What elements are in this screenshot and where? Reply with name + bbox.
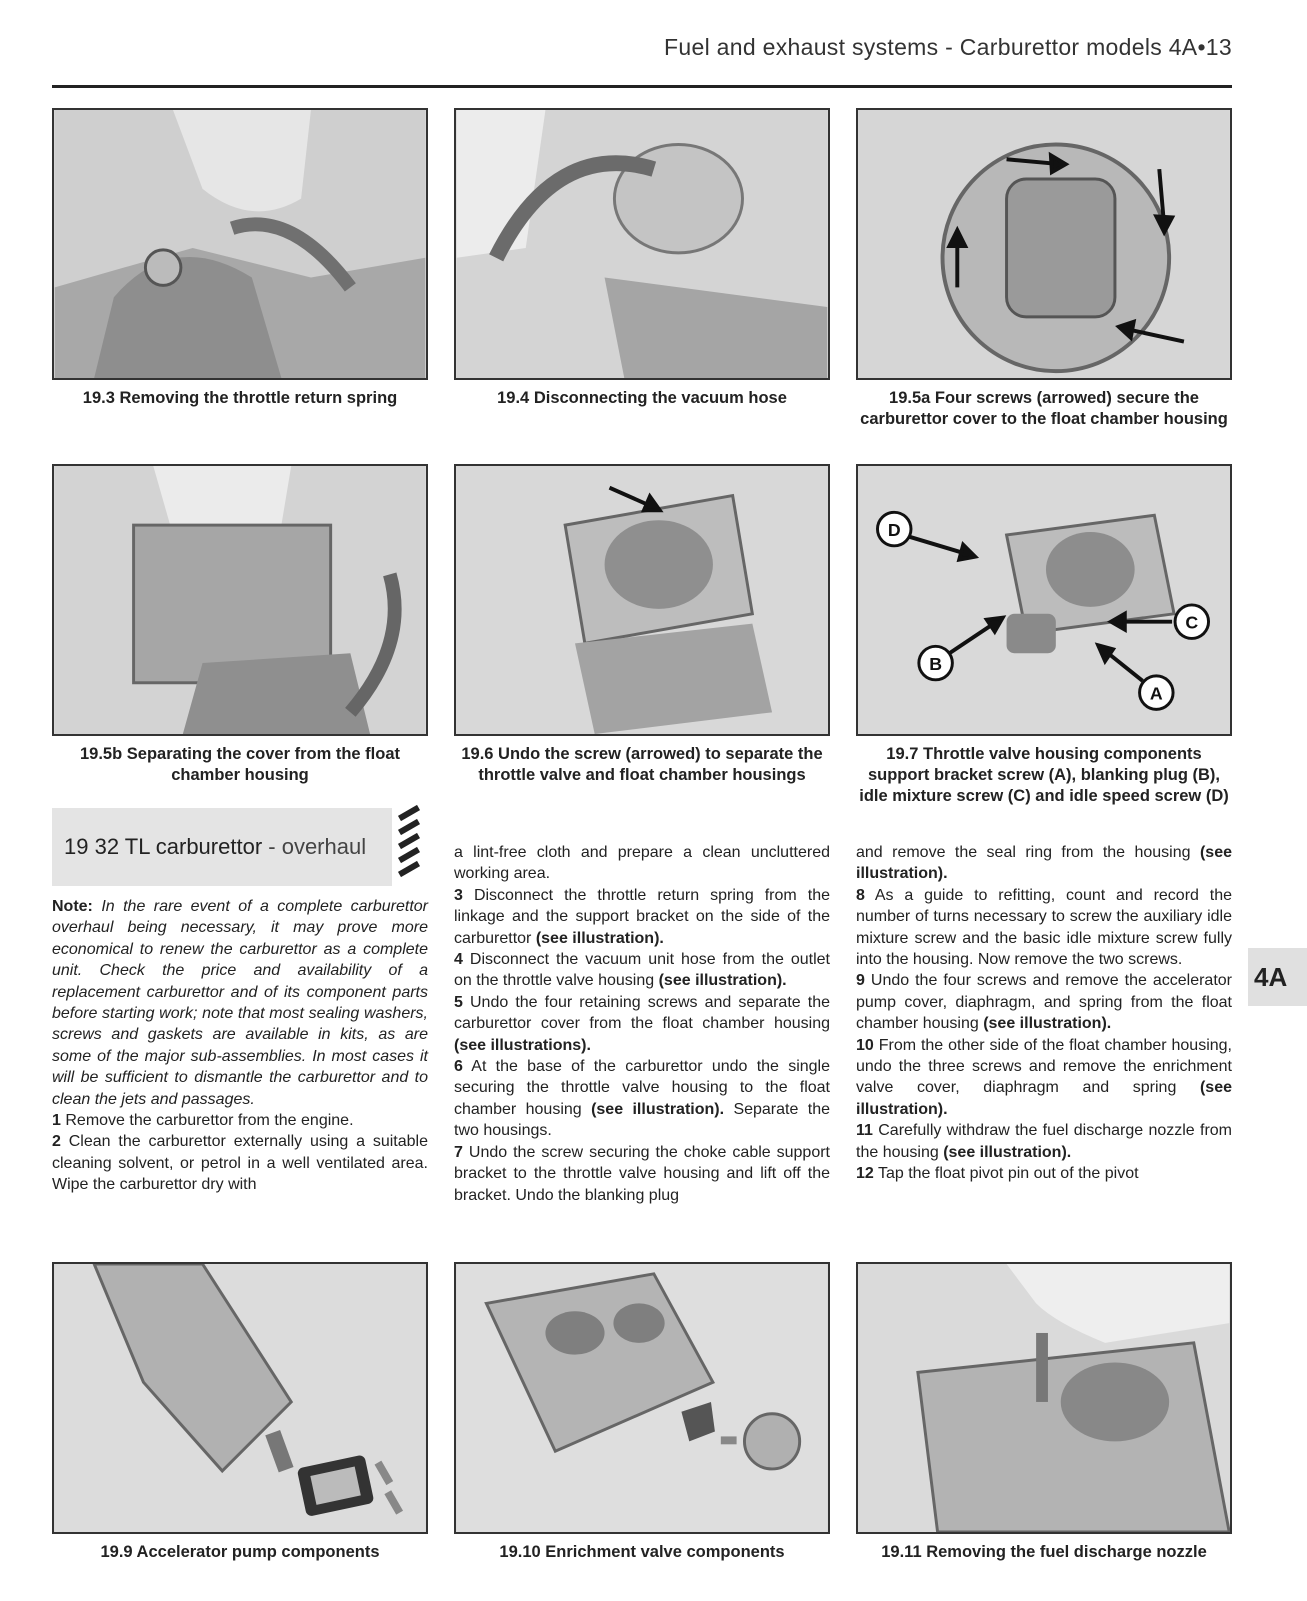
running-head: Fuel and exhaust systems - Carburettor models 4A•13 bbox=[664, 34, 1232, 60]
header-rule bbox=[52, 85, 1232, 88]
step-7-continued: and remove the seal ring from the housing (see illustration). bbox=[856, 844, 1232, 883]
label-c: C bbox=[1185, 612, 1199, 633]
text-column-3 bbox=[856, 842, 1232, 1185]
step-1: 1 Remove the carburettor from the engine. bbox=[52, 1112, 354, 1130]
step-3: 3 Disconnect the throttle return spring from the linkage and the support bracket on the side of the carburettor (see illustration). bbox=[454, 886, 830, 947]
caption-19-11: 19.11 Removing the fuel discharge nozzle bbox=[881, 1543, 1207, 1561]
photo-19-3 bbox=[52, 108, 428, 380]
caption-19-9: 19.9 Accelerator pump components bbox=[100, 1543, 380, 1561]
photo-illustration bbox=[858, 110, 1230, 378]
photo-illustration bbox=[54, 1264, 426, 1532]
note-paragraph: Note: In the rare event of a complete carburettor overhaul being necessary, it may prove more economical to renew the carburettor as a complete unit. Check the price and availability of a replacement carburettor and of its component parts before starting work; note that most sealing washers, screws and gaskets are available in kits, as are some of the major sub-assemblies. In most cases it will be sufficient to dismantle the carburettor and to clean the jets and passages. bbox=[52, 898, 429, 1108]
photo-19-10 bbox=[454, 1262, 830, 1534]
photo-19-9 bbox=[52, 1262, 428, 1534]
difficulty-spanner-icon bbox=[392, 800, 430, 886]
page-header bbox=[52, 30, 1232, 88]
caption-19-6: 19.6 Undo the screw (arrowed) to separate the throttle valve and float chamber housings bbox=[461, 745, 823, 784]
step-10: 10 From the other side of the float chamber housing, undo the three screws and remove the enrichment valve cover, diaphragm and spring (see illustration). bbox=[856, 1036, 1232, 1118]
caption-19-10: 19.10 Enrichment valve components bbox=[499, 1543, 785, 1561]
photo-19-11 bbox=[856, 1262, 1232, 1534]
caption-19-3: 19.3 Removing the throttle return spring bbox=[82, 389, 398, 407]
step-4: 4 Disconnect the vacuum unit hose from the outlet on the throttle valve housing (see illustration). bbox=[454, 951, 831, 990]
step-9: 9 Undo the four screws and remove the accelerator pump cover, diaphragm, and spring from the float chamber housing (see illustration). bbox=[856, 972, 1232, 1033]
caption-19-7: 19.7 Throttle valve housing components support bracket screw (A), blanking plug (B), idle mixture screw (C) and idle speed screw (D) bbox=[859, 745, 1229, 805]
caption-19-4: 19.4 Disconnecting the vacuum hose bbox=[497, 389, 787, 407]
caption-19-5b: 19.5b Separating the cover from the float chamber housing bbox=[80, 745, 400, 784]
label-b: B bbox=[929, 653, 943, 674]
photo-19-4 bbox=[454, 108, 830, 380]
photo-19-7 bbox=[856, 464, 1232, 736]
photo-illustration bbox=[858, 466, 1230, 734]
step-7: 7 Undo the screw securing the choke cable support bracket to the throttle valve housing and lift off the bracket. Undo the blanking plug bbox=[454, 1143, 831, 1204]
step-11: 11 Carefully withdraw the fuel discharge nozzle from the housing (see illustration). bbox=[856, 1122, 1232, 1161]
step-2-continued: a lint-free cloth and prepare a clean uncluttered working area. bbox=[454, 844, 830, 883]
photo-19-6 bbox=[454, 464, 830, 736]
label-d: D bbox=[887, 519, 901, 540]
text-column-2 bbox=[454, 842, 830, 1206]
section-heading bbox=[52, 808, 392, 886]
text-column-1 bbox=[52, 896, 428, 1196]
caption-19-5a: 19.5a Four screws (arrowed) secure the carburettor cover to the float chamber housing bbox=[860, 389, 1228, 428]
photo-illustration bbox=[54, 466, 426, 734]
photo-illustration bbox=[456, 1264, 828, 1532]
section-title: 19 32 TL carburettor - overhaul bbox=[64, 834, 367, 859]
chapter-tab: 4A bbox=[1248, 948, 1307, 1006]
photo-illustration bbox=[858, 1264, 1230, 1532]
step-5: 5 Undo the four retaining screws and separate the carburettor cover from the float chamber housing (see illustrations). bbox=[454, 993, 830, 1054]
step-12: 12 Tap the float pivot pin out of the pivot bbox=[856, 1165, 1139, 1183]
step-6: 6 At the base of the carburettor undo the single securing the throttle valve housing to the float chamber housing (see illustration). Separate the two housings. bbox=[454, 1058, 830, 1140]
photo-illustration bbox=[54, 110, 426, 378]
photo-illustration bbox=[456, 466, 828, 734]
photo-19-5a bbox=[856, 108, 1232, 380]
step-8: 8 As a guide to refitting, count and record the number of turns necessary to screw the auxiliary idle mixture screw and the basic idle mixture screw fully into the housing. Now remove the two screws. bbox=[856, 886, 1233, 969]
photo-illustration bbox=[456, 110, 828, 378]
photo-19-5b bbox=[52, 464, 428, 736]
step-2: 2 Clean the carburettor externally using a suitable cleaning solvent, or petrol in a well ventilated area. Wipe the carburettor dry with bbox=[52, 1133, 428, 1194]
label-a: A bbox=[1149, 683, 1163, 704]
